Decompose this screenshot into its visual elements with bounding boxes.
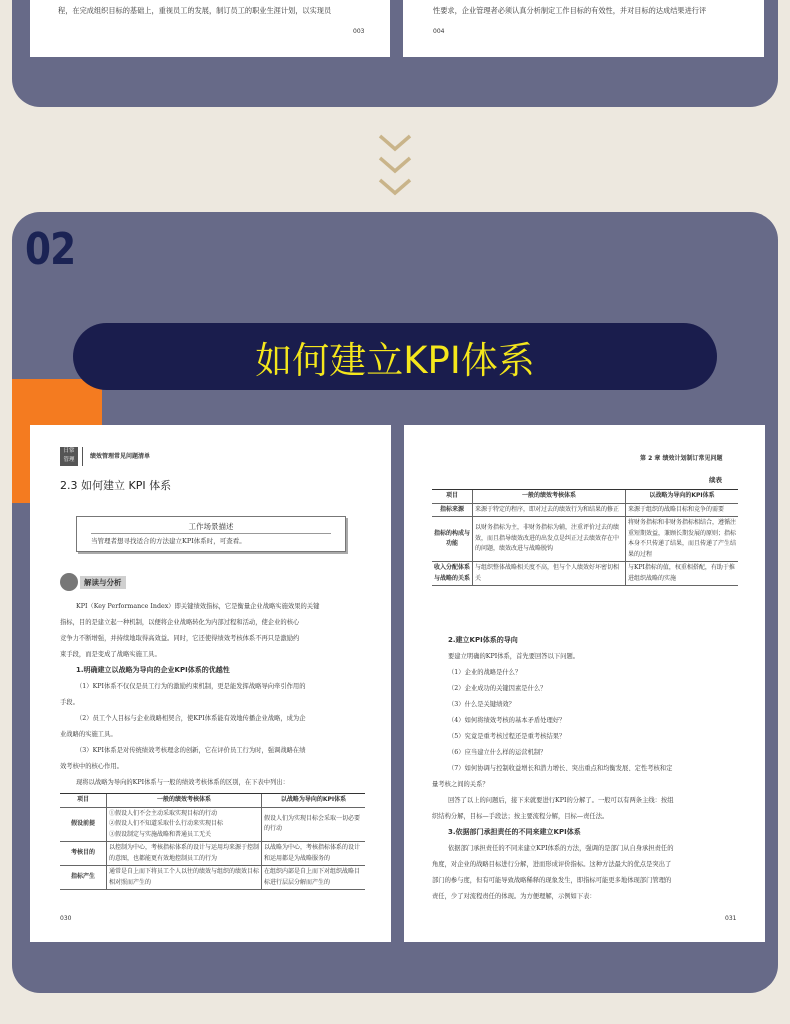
book-logo: 日常 管理 [60,447,78,466]
table-row: 考核目的 以控制为中心，考核指标体系的设计与运用均来源于控制的意图，也都能更有效地控制员工的行为 以战略为中心，考核指标体系的设计和运用都是为战略服务的 [60,842,365,866]
comparison-table-continued [432,489,738,586]
question-line: （2）企业成功的关键因素是什么？ [448,685,547,692]
page-number: 030 [60,915,72,922]
para2-line: 回答了以上的问题后，接下来就要进行KPI的分解了。一般可以有两条主线：按组 [448,797,674,804]
scene-text: 当管理者想寻找适合的方法建立KPI体系时，可查看。 [91,537,246,545]
subheading-2: 2.建立KPI体系的导向 [448,636,518,644]
top-right-text: 性要求，企业管理者必须认真分析制定工作目标的有效性，并对目标的达成结果进行评 [433,6,707,15]
question-line: （4）如何将绩效考核的基本矛盾处理好？ [448,717,566,724]
point-line: 手段。 [60,699,79,706]
chevron-down-icon [377,134,413,198]
para1-line: KPI（Key Performance Index）即关键绩效指标，它是衡量企业战略实施效果的关键 [76,603,320,610]
comparison-table [60,793,365,890]
section-title-banner [73,323,717,390]
table-intro: 现将以战略为导向的KPI体系与一般的绩效考核体系的区别，在下表中列出： [76,779,289,786]
continued-label: 续表 [709,476,722,484]
table-row: 指标产生 通常是自上而下将员工个人以往的绩效与组织的绩效目标相对照而产生的 在组织内部是自上而下对组织战略目标进行层层分解而产生的 [60,866,365,890]
top-left-page-number: 003 [353,28,365,35]
table-row: 收入分配体系与战略的关系 与组织整体战略相关度不高，但与个人绩效好坏密切相关 与KPI指标的值，权重相搭配，有助于推进组织战略的实施 [432,562,738,586]
section-title: 如何建立KPI体系 [255,338,535,382]
section-heading: 2.3 如何建立 KPI 体系 [60,479,172,492]
top-left-text: 程，在完成组织目标的基础上，重视员工的发展，制订员工的职业生涯计划，以实现员 [58,6,332,15]
section-number: 02 [25,224,76,275]
scene-box [76,516,346,552]
para1-line: 竞争力不断增强，并持续地取得高效益。同时，它还使得绩效考核体系不再只是激励约 [60,635,300,642]
top-right-page-number: 004 [433,28,445,35]
point-line: （3）KPI体系是对传统绩效考核理念的创新，它在评价员工行为时，强调战略在绩 [76,747,306,754]
left-book-page [30,425,391,942]
table-row: 假设前提 ①假设人们不会主动采取实现目标的行动 ②假设人们不知道采取什么行动来实现目标 ③假设制定与实施战略和普通员工无关 假设人们为实现目标会采取一切必要的行动 [60,807,365,842]
para3-line: 责任，少了对流程责任的体现。为方便理解，示例如下表： [432,893,596,900]
point-line: 效考核中的核心作用。 [60,763,123,770]
question-line: （3）什么是关键绩效？ [448,701,515,708]
subheading-3: 3.依据部门承担责任的不同来建立KPI体系 [448,828,581,836]
analysis-icon [60,573,78,591]
question-line: （6）应当建立什么样的运营机制？ [448,749,547,756]
table-row: 指标的构成与功能 以财务指标为主，非财务指标为辅，注重评价过去的绩效，而且指导绩效改进的出发点是纠正过去绩效存在中的问题，绩效改进与战略脱钩 将财务指标和非财务指标相结合，遵循注重短期效益，兼顾长期发展的原则；指标本身不只传递了结果，而且传递了产生结果的过程 [432,517,738,562]
question-line: （5）究竟是重考核过程还是重考核结果？ [448,733,566,740]
table-header-row: 项目 一般的绩效考核体系 以战略为导向的KPI体系 [60,794,365,808]
point-line: （1）KPI体系不仅仅是员工行为的激励约束机制，更是能发挥战略导向牵引作用的 [76,683,306,690]
para2-line: 织结构分解，目标—手段法；按主要流程分解，目标—责任法。 [432,813,609,820]
top-left-page [30,0,390,57]
scene-title: 工作场景描述 [188,522,234,531]
sub2-intro: 要建立明确的KPI体系，首先要回答以下问题。 [448,653,580,660]
table-header-row: 项目 一般的绩效考核体系 以战略为导向的KPI体系 [432,490,738,504]
para3-line: 部门的参与度，但有可能导致战略稀释的现象发生，即指标可能更多地体现部门管理的 [432,877,672,884]
subheading-1: 1.明确建立以战略为导向的企业KPI体系的优越性 [76,666,230,674]
running-header: 第 2 章 绩效计划制订常见问题 [640,455,723,462]
right-book-page [404,425,765,942]
para3-line: 角度，对企业的战略目标进行分解，进而形成评价指标。这种方法最大的优点是突出了 [432,861,672,868]
running-header: 绩效管理常见问题清单 [90,453,151,460]
question-line: （1）企业的战略是什么？ [448,669,522,676]
top-right-page [403,0,764,57]
question-line: 量考核之间的关系？ [432,781,489,788]
page-number: 031 [725,915,737,922]
question-line: （7）如何协调与控制收益增长和潜力增长、突出重点和均衡发展、定性考核和定 [448,765,673,772]
analysis-label: 解读与分析 [80,576,126,589]
table-row: 指标来源 来源于特定的程序，即对过去的绩效行为和结果的修正 来源于组织的战略目标和竞争的需要 [432,503,738,517]
para1-line: 指标，目的是建立起一种机制，以便将企业战略转化为内部过程和活动，使企业的核心 [60,619,300,626]
point-line: （2）员工个人目标与企业战略相契合，使KPI体系能有效地传播企业战略，成为企 [76,715,306,722]
point-line: 业战略的实施工具。 [60,731,117,738]
para3-line: 依据部门承担责任的不同来建立KPI体系的方法，强调的是部门从自身承担责任的 [448,845,674,852]
para1-line: 束手段，而是变成了战略实施工具。 [60,651,161,658]
